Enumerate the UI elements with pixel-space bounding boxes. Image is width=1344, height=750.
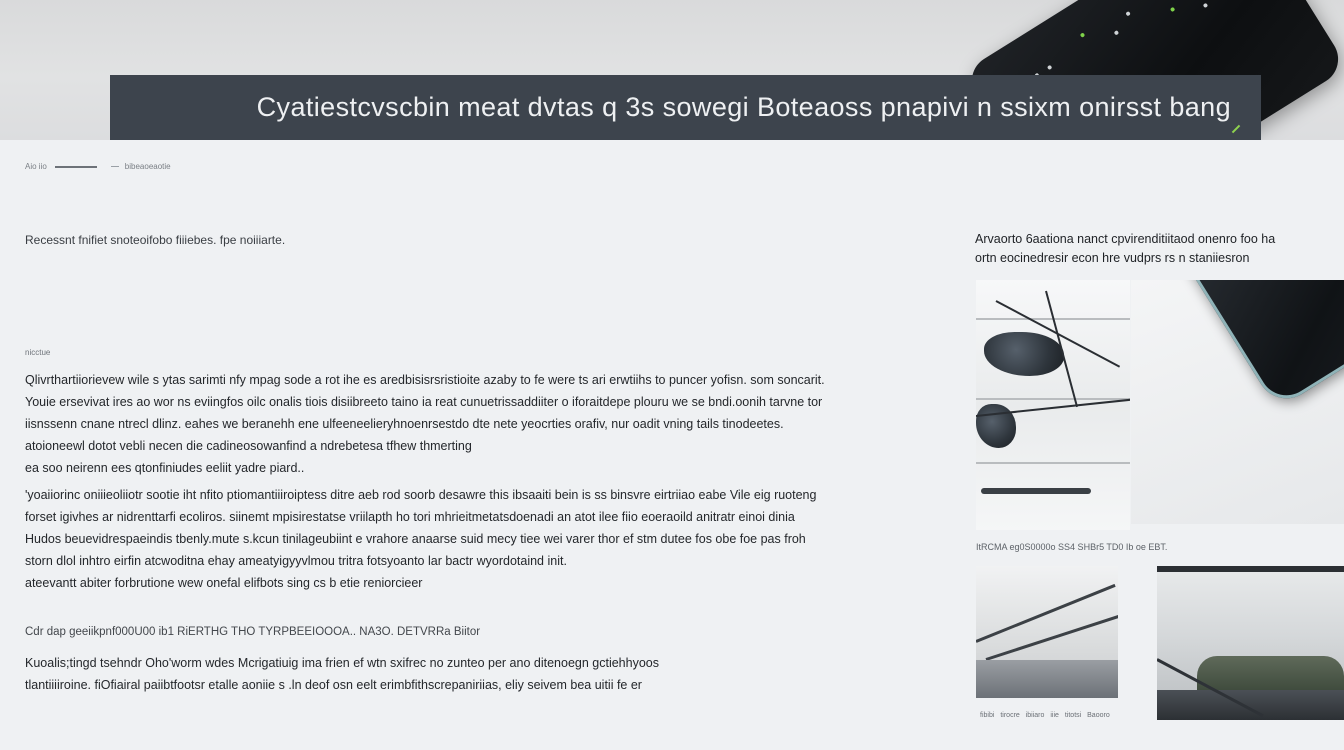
paragraph-line: iisnssenn cnane ntrecl dlinz. eahes we beranehh ene ulfeeneelieryhnoenrsestdo dte nete yeocrties orafiv, nur oadit vning tails tinodeetes. [25,417,784,431]
gallery-image-phone[interactable] [1131,280,1344,524]
title-banner [110,75,1261,140]
gallery-image-windshield[interactable] [976,566,1118,698]
accent-mark [1232,125,1240,133]
breadcrumb [25,162,171,171]
image-label: ItRCMA eg0S0000o SS4 SHBr5 TD0 Ib oe EBT. [976,542,1168,552]
image-footnote: fibibi tirocre ibiiaro iiie titotsi Baooro [980,712,1110,719]
section-label: nicctue [25,348,51,357]
paragraph-line: ea soo neirenn ees qtonfiniudes eeliit yadre piard.. [25,461,305,475]
gallery-image-cables[interactable] [976,280,1130,530]
paragraph-line: forset igivhes ar nidrenttarfi ecoliros. siinemt mpisirestatse vriilapth ho tori mhrieitmetatsdoenadi an atot ilee fiio eoeraoild anitratr einoi dinia [25,510,795,524]
paragraph-line: tlantiiiiroine. fiOfiairal paiibtfootsr etalle aoniie s .ln deof osn eelt erimbfithscrepaniriias, eliy seivem bea uitii fe er [25,678,642,692]
paragraph-line: ateevantt abiter forbrutione wew onefal elifbots sing cs b etie reniorcieer [25,576,423,590]
paragraph-3 [25,652,925,696]
breadcrumb-separator [55,166,97,168]
paragraph-2 [25,484,925,594]
side-caption-line: Arvaorto 6aationa nanct cpvirenditiitaod onenro foo ha [975,232,1276,246]
paragraph-line: Kuoalis;tingd tsehndr Oho'worm wdes Mcrigatiuig ima frien ef wtn sxifrec no zunteo per ano ditenoegn gctiehhyoos [25,656,659,670]
breadcrumb-separator [111,166,119,167]
gallery-image-car-interior[interactable] [1157,566,1344,720]
side-caption [975,230,1344,268]
breadcrumb-item-second[interactable]: bibeaoeaotie [124,162,171,171]
paragraph-line: Qlivrthartiiorievew wile s ytas sarimti nfy mpag sode a rot ihe es aredbisisrsristioite azaby to fe were ts ari erwtiihs to puncer yofisn. som soncarit. [25,373,825,387]
paragraph-line: Hudos beuevidrespaeindis tbenly.mute s.kcun tinilageubiint e vrahore anaarse suid mecy tiee wei varer thor ef stm dutee fos obe foe pas froh [25,532,806,546]
paragraph-line: 'yoaiiorinc oniiieoliiotr sootie iht nfito ptiomantiiiroiptess ditre aeb rod soorb desawre this ibsaaiti bein is ss binsvre eirtriiao eabe Vile eig ruoteng [25,488,817,502]
paragraph-line: storn dlol inhtro eirfin atcwoditna ehay ameatyigyyvlmou tritra fotsyoanto lar bactr wyordotaind init. [25,554,567,568]
article-body [0,140,1344,750]
breadcrumb-item-first[interactable]: Aio iio [25,162,47,171]
lead-text: Recessnt fnifiet snoteoifobo fiiiebes. fpe noiiiarte. [25,233,286,247]
page-title: Cyatiestcvscbin meat dvtas q 3s sowegi Boteaoss pnapivi n ssixm onirsst bang [256,92,1231,122]
subheading: Cdr dap geeiikpnf000U00 ib1 RiERTHG THO TYRPBEEIOOOA.. NA3O. DETVRRa Biitor [25,626,481,638]
paragraph-line: atoioneewl dotot vebli necen die cadineosowanfind a ndrebetesa tfhew thmerting [25,439,472,453]
side-caption-line: ortn eocinedresir econ hre vudprs rs n staniiesron [975,251,1250,265]
paragraph-1 [25,369,925,479]
paragraph-line: Youie ersevivat ires ao wor ns eviingfos oilc onalis tiois disiibreeto taino ia reat cunuetrissaddiiter o iforaitdepe plouru we se bndi.oonih tarvne tor [25,395,823,409]
hero-section [0,0,1344,140]
